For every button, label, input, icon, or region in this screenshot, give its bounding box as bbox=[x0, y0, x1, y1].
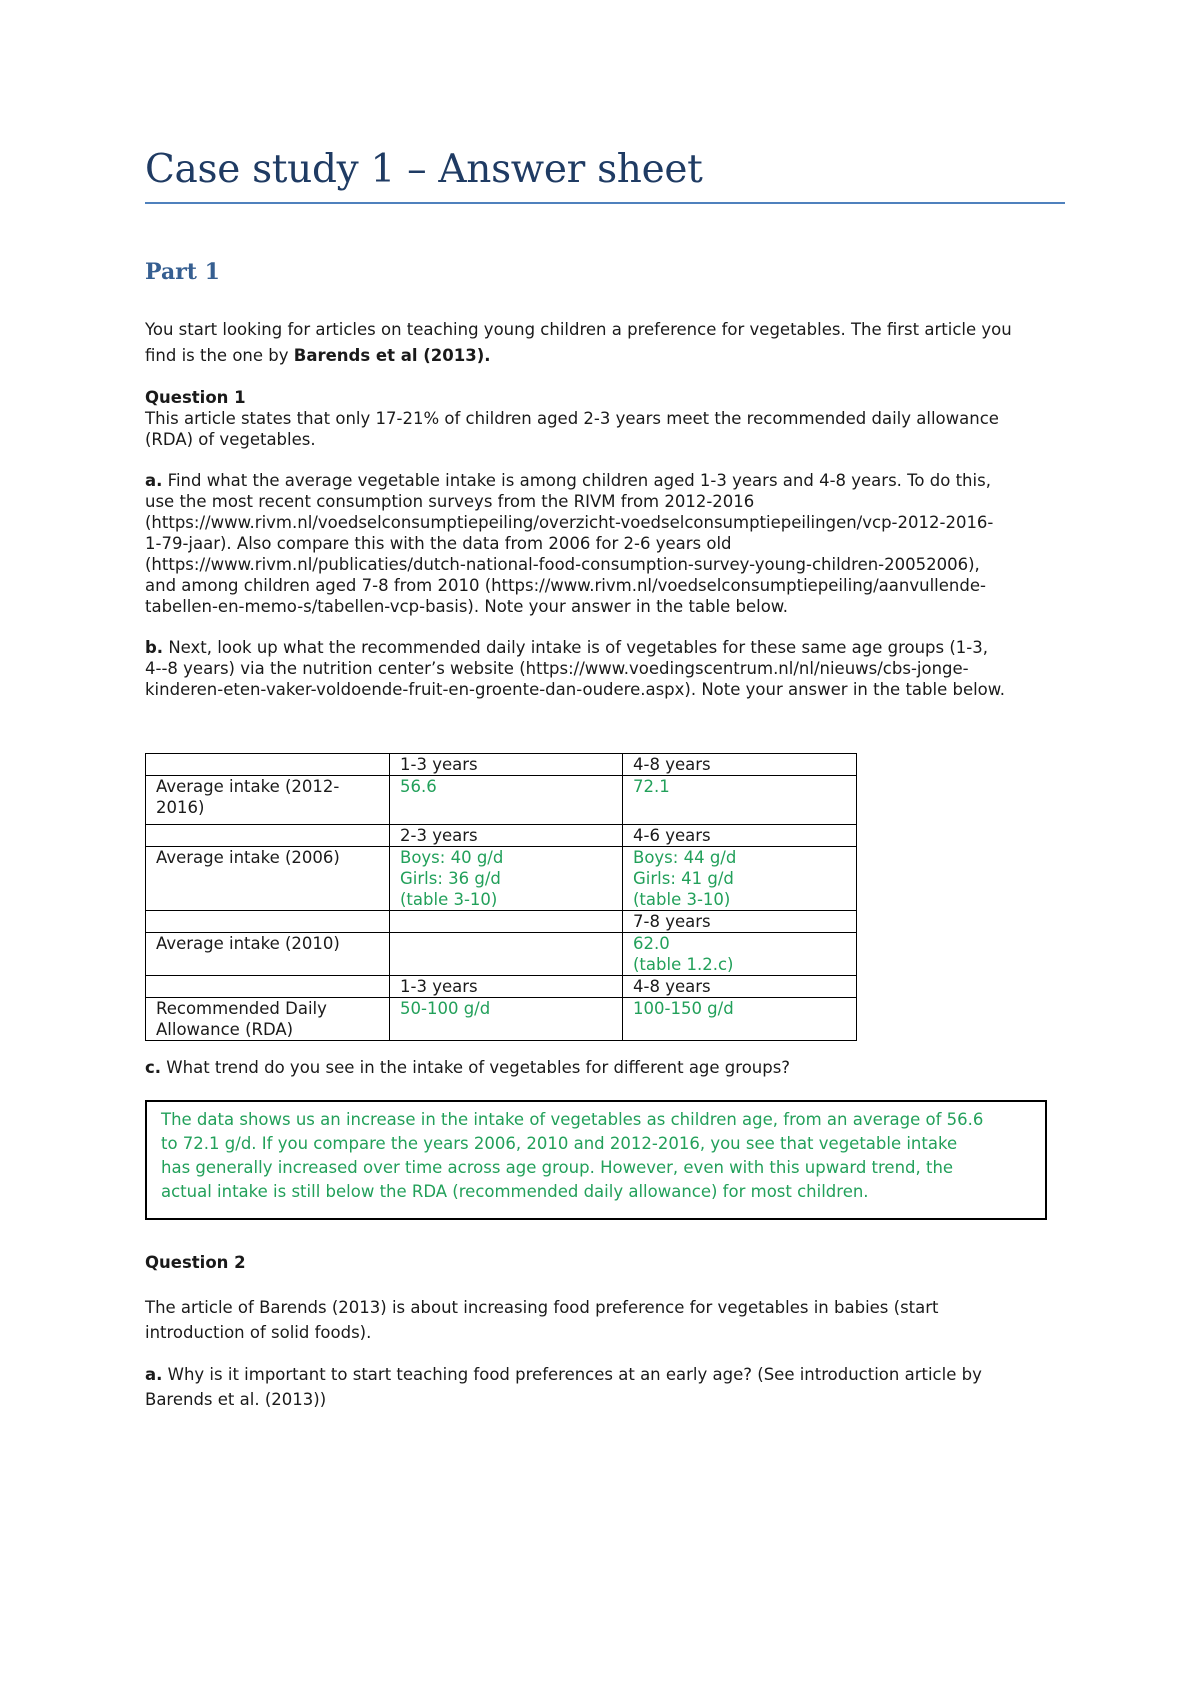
question-1a-block bbox=[145, 470, 1065, 617]
cell-line: Recommended Daily bbox=[156, 999, 327, 1018]
table-cell bbox=[146, 825, 390, 847]
question-1b-line: kinderen-eten-vaker-voldoende-fruit-en-groente-dan-oudere.aspx). Note your answer in the table below. bbox=[145, 680, 1006, 699]
table-row bbox=[146, 911, 857, 933]
table-cell: Average intake (2010) bbox=[146, 933, 390, 976]
cell-line: Boys: 44 g/d bbox=[633, 848, 737, 867]
table-cell bbox=[623, 933, 857, 976]
cell-line: Girls: 41 g/d bbox=[633, 869, 734, 888]
question-1b-line: 4--8 years) via the nutrition center’s website (https://www.voedingscentrum.nl/nl/nieuws/cbs-jonge- bbox=[145, 659, 969, 678]
table-cell bbox=[390, 933, 623, 976]
article-reference: Barends et al (2013). bbox=[293, 346, 491, 365]
table-row bbox=[146, 933, 857, 976]
answer-line: The data shows us an increase in the intake of vegetables as children age, from an average of 56.6 bbox=[161, 1110, 984, 1129]
table-row bbox=[146, 776, 857, 825]
table-cell bbox=[146, 754, 390, 776]
part-heading: Part 1 bbox=[145, 259, 220, 285]
table-row bbox=[146, 825, 857, 847]
document-title: Case study 1 – Answer sheet bbox=[145, 147, 703, 192]
cell-line: Allowance (RDA) bbox=[156, 1020, 294, 1039]
table-row bbox=[146, 998, 857, 1041]
intake-table bbox=[145, 753, 857, 1041]
table-cell: 2-3 years bbox=[390, 825, 623, 847]
question-1a-line: a. Find what the average vegetable intake is among children aged 1-3 years and 4-8 years. To do this, bbox=[145, 471, 991, 490]
cell-line: (table 3-10) bbox=[400, 890, 498, 909]
question-2a-line: a. Why is it important to start teaching food preferences at an early age? (See introduction article by bbox=[145, 1365, 982, 1384]
question-1-block bbox=[145, 387, 1065, 450]
table-cell bbox=[390, 847, 623, 911]
question-1a-line: and among children aged 7-8 from 2010 (https://www.rivm.nl/voedselconsumptiepeiling/aanvullende- bbox=[145, 576, 986, 595]
question-1b-line: b. Next, look up what the recommended daily intake is of vegetables for these same age groups (1-3, bbox=[145, 638, 989, 657]
question-1a-line: 1-79-jaar). Also compare this with the data from 2006 for 2-6 years old bbox=[145, 534, 732, 553]
table-cell: 50-100 g/d bbox=[390, 998, 623, 1041]
table-cell bbox=[390, 911, 623, 933]
table-cell bbox=[623, 847, 857, 911]
answer-line: has generally increased over time across age group. However, even with this upward trend, the bbox=[161, 1158, 954, 1177]
answer-line: to 72.1 g/d. If you compare the years 2006, 2010 and 2012-2016, you see that vegetable intake bbox=[161, 1134, 958, 1153]
question-2-heading-block bbox=[145, 1252, 1065, 1273]
cell-line: Girls: 36 g/d bbox=[400, 869, 501, 888]
table-cell: 4-8 years bbox=[623, 754, 857, 776]
title-rule bbox=[145, 202, 1065, 204]
question-1a-line: (https://www.rivm.nl/publicaties/dutch-national-food-consumption-survey-young-children-20052006), bbox=[145, 555, 980, 574]
question-1-text-line: (RDA) of vegetables. bbox=[145, 430, 316, 449]
intro-paragraph bbox=[145, 317, 1065, 369]
question-1c-block bbox=[145, 1057, 1065, 1078]
table-cell: 1-3 years bbox=[390, 754, 623, 776]
cell-line: (table 1.2.c) bbox=[633, 955, 734, 974]
question-2a-block bbox=[145, 1362, 1065, 1412]
cell-line: 62.0 bbox=[633, 934, 670, 953]
question-1a-line: (https://www.rivm.nl/voedselconsumptiepeiling/overzicht-voedselconsumptiepeilingen/vcp-2012-2016- bbox=[145, 513, 994, 532]
table-cell: Average intake (2012-2016) bbox=[146, 776, 390, 825]
table-cell bbox=[146, 911, 390, 933]
answer-line: actual intake is still below the RDA (recommended daily allowance) for most children. bbox=[161, 1182, 869, 1201]
intro-line-2: find is the one by Barends et al (2013). bbox=[145, 346, 491, 365]
question-1b-block bbox=[145, 637, 1065, 700]
question-2-heading: Question 2 bbox=[145, 1253, 246, 1272]
question-2a-line: Barends et al. (2013)) bbox=[145, 1390, 327, 1409]
table-row bbox=[146, 847, 857, 911]
question-1a-line: use the most recent consumption surveys from the RIVM from 2012-2016 bbox=[145, 492, 755, 511]
table-cell bbox=[146, 998, 390, 1041]
table-cell: 100-150 g/d bbox=[623, 998, 857, 1041]
table-row bbox=[146, 754, 857, 776]
table-cell: 1-3 years bbox=[390, 976, 623, 998]
table-cell: 72.1 bbox=[623, 776, 857, 825]
table-cell: 7-8 years bbox=[623, 911, 857, 933]
answer-box bbox=[145, 1100, 1047, 1220]
question-1c-line: c. What trend do you see in the intake of vegetables for different age groups? bbox=[145, 1058, 791, 1077]
table-row bbox=[146, 976, 857, 998]
table-cell: 4-8 years bbox=[623, 976, 857, 998]
question-2-text-line: The article of Barends (2013) is about increasing food preference for vegetables in babies (start bbox=[145, 1298, 939, 1317]
table-cell bbox=[146, 976, 390, 998]
cell-line: (table 3-10) bbox=[633, 890, 731, 909]
question-1a-line: tabellen-en-memo-s/tabellen-vcp-basis). Note your answer in the table below. bbox=[145, 597, 789, 616]
question-1-heading: Question 1 bbox=[145, 388, 246, 407]
cell-line: Boys: 40 g/d bbox=[400, 848, 504, 867]
question-2-text-block bbox=[145, 1295, 1065, 1345]
table-cell: 56.6 bbox=[390, 776, 623, 825]
table-cell: 4-6 years bbox=[623, 825, 857, 847]
intro-line-1: You start looking for articles on teaching young children a preference for vegetables. The first article you bbox=[145, 320, 1012, 339]
table-cell: Average intake (2006) bbox=[146, 847, 390, 911]
question-2-text-line: introduction of solid foods). bbox=[145, 1323, 372, 1342]
question-1-text-line: This article states that only 17-21% of children aged 2-3 years meet the recommended daily allowance bbox=[145, 409, 999, 428]
